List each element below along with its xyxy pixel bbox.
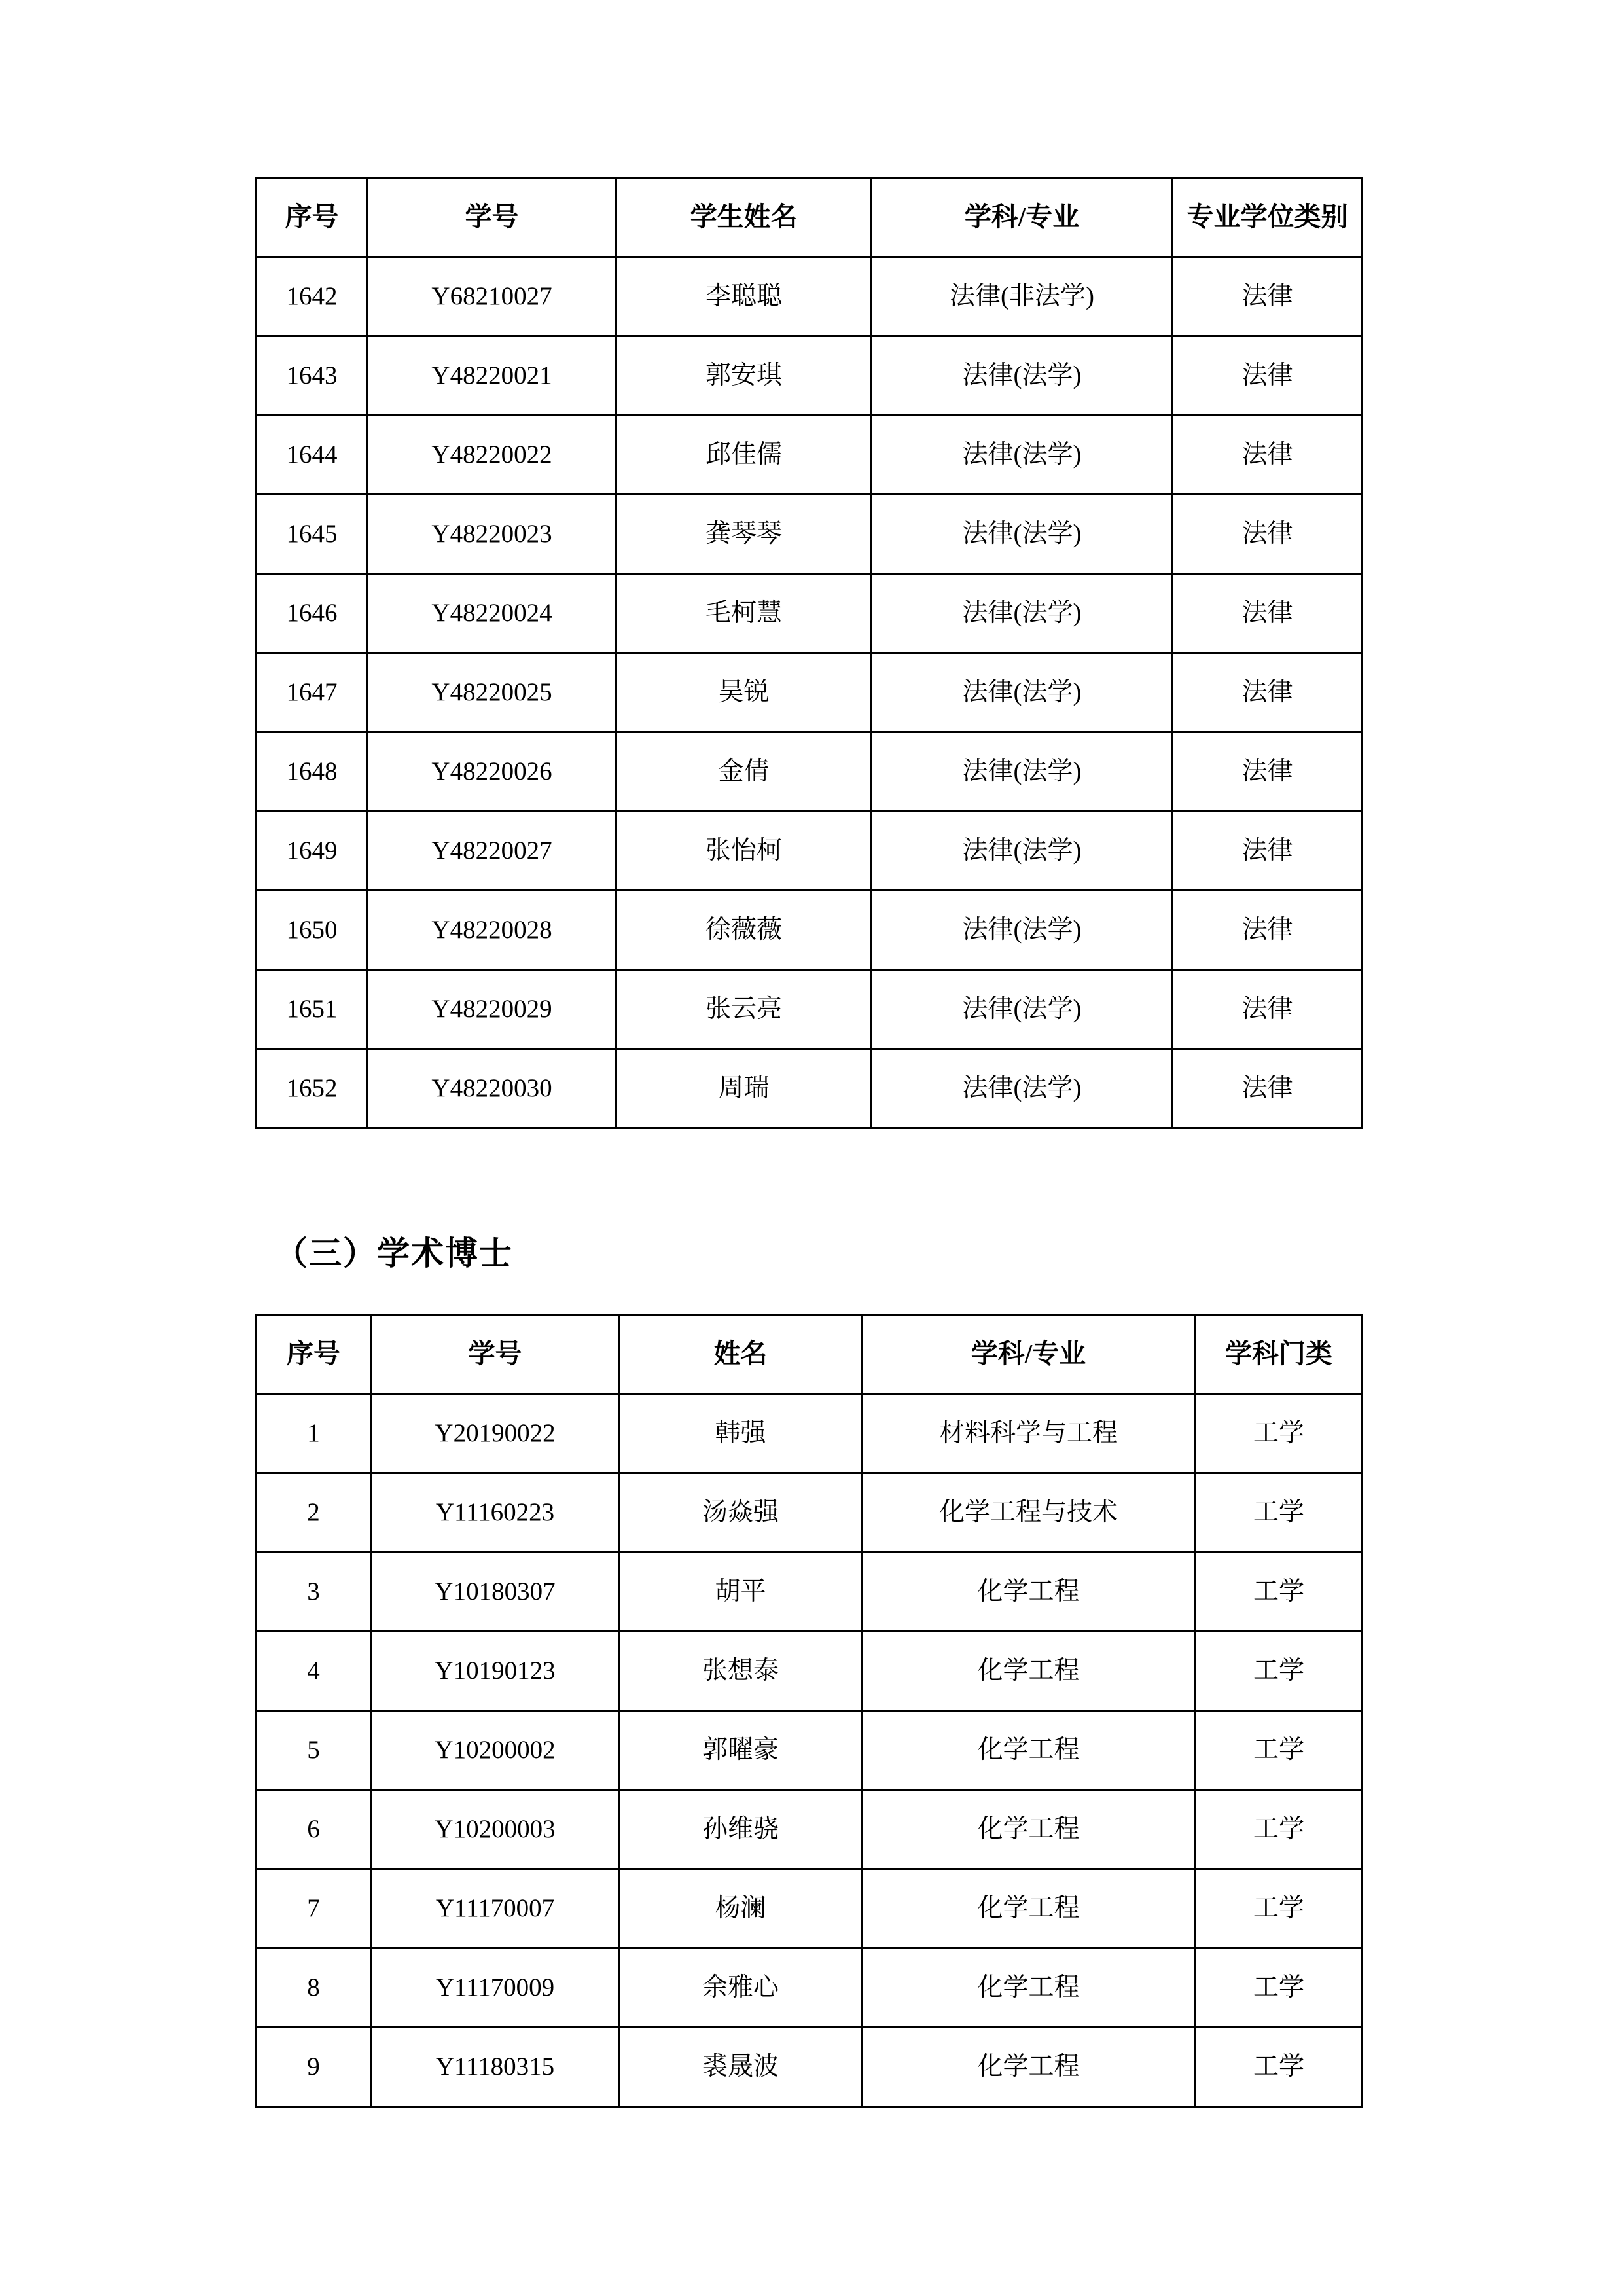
table-row — [257, 2028, 1363, 2107]
cell-discipline-category: 工学 — [1196, 1473, 1363, 1552]
cell-degree-category: 法律 — [1173, 812, 1363, 891]
cell-student-name: 邱佳儒 — [616, 416, 872, 495]
table-row — [257, 970, 1363, 1049]
cell-index: 1645 — [257, 495, 368, 574]
cell-name: 余雅心 — [620, 1948, 862, 2028]
cell-student-id: Y11160223 — [371, 1473, 620, 1552]
cell-discipline: 化学工程 — [862, 1790, 1196, 1869]
table-row — [257, 495, 1363, 574]
column-header-index: 序号 — [257, 178, 368, 257]
cell-name: 胡平 — [620, 1552, 862, 1632]
cell-student-name: 金倩 — [616, 732, 872, 812]
cell-student-name: 李聪聪 — [616, 257, 872, 336]
cell-discipline-category: 工学 — [1196, 1394, 1363, 1473]
cell-discipline: 化学工程 — [862, 1632, 1196, 1711]
table-row — [257, 732, 1363, 812]
cell-student-name: 龚琴琴 — [616, 495, 872, 574]
cell-student-id: Y48220025 — [368, 653, 616, 732]
cell-degree-category: 法律 — [1173, 732, 1363, 812]
cell-index: 1 — [257, 1394, 371, 1473]
cell-index: 4 — [257, 1632, 371, 1711]
cell-student-name: 张怡柯 — [616, 812, 872, 891]
cell-student-id: Y10180307 — [371, 1552, 620, 1632]
cell-name: 裘晟波 — [620, 2028, 862, 2107]
cell-discipline: 化学工程 — [862, 1948, 1196, 2028]
cell-name: 汤焱强 — [620, 1473, 862, 1552]
cell-index: 1647 — [257, 653, 368, 732]
cell-discipline: 法律(法学) — [872, 891, 1173, 970]
cell-degree-category: 法律 — [1173, 970, 1363, 1049]
cell-index: 1652 — [257, 1049, 368, 1128]
cell-student-name: 吴锐 — [616, 653, 872, 732]
cell-student-id: Y11180315 — [371, 2028, 620, 2107]
column-header-degree-category: 专业学位类别 — [1173, 178, 1363, 257]
cell-student-id: Y10200003 — [371, 1790, 620, 1869]
cell-discipline: 法律(法学) — [872, 495, 1173, 574]
cell-student-id: Y48220026 — [368, 732, 616, 812]
cell-degree-category: 法律 — [1173, 653, 1363, 732]
cell-index: 9 — [257, 2028, 371, 2107]
cell-discipline-category: 工学 — [1196, 1632, 1363, 1711]
table-row — [257, 1711, 1363, 1790]
cell-index: 3 — [257, 1552, 371, 1632]
cell-discipline: 法律(法学) — [872, 574, 1173, 653]
table-header-row — [257, 178, 1363, 257]
cell-index: 5 — [257, 1711, 371, 1790]
cell-discipline-category: 工学 — [1196, 1948, 1363, 2028]
table-row — [257, 1552, 1363, 1632]
cell-discipline-category: 工学 — [1196, 1790, 1363, 1869]
cell-index: 1643 — [257, 336, 368, 416]
cell-degree-category: 法律 — [1173, 495, 1363, 574]
cell-index: 2 — [257, 1473, 371, 1552]
cell-student-id: Y48220021 — [368, 336, 616, 416]
cell-discipline: 法律(法学) — [872, 1049, 1173, 1128]
cell-discipline: 材料科学与工程 — [862, 1394, 1196, 1473]
table-row — [257, 257, 1363, 336]
column-header-student-name: 学生姓名 — [616, 178, 872, 257]
cell-degree-category: 法律 — [1173, 257, 1363, 336]
table-row — [257, 1790, 1363, 1869]
table-row — [257, 1869, 1363, 1948]
cell-degree-category: 法律 — [1173, 336, 1363, 416]
cell-index: 8 — [257, 1948, 371, 2028]
column-header-discipline: 学科/专业 — [862, 1315, 1196, 1394]
cell-student-id: Y68210027 — [368, 257, 616, 336]
table-row — [257, 336, 1363, 416]
table-header-row — [257, 1315, 1363, 1394]
cell-discipline: 法律(法学) — [872, 732, 1173, 812]
cell-discipline: 化学工程 — [862, 1711, 1196, 1790]
cell-discipline-category: 工学 — [1196, 1869, 1363, 1948]
column-header-name: 姓名 — [620, 1315, 862, 1394]
table-row — [257, 416, 1363, 495]
cell-student-name: 郭安琪 — [616, 336, 872, 416]
table-row — [257, 812, 1363, 891]
cell-student-name: 周瑞 — [616, 1049, 872, 1128]
cell-student-id: Y48220029 — [368, 970, 616, 1049]
cell-discipline: 法律(法学) — [872, 416, 1173, 495]
column-header-student-id: 学号 — [371, 1315, 620, 1394]
cell-discipline-category: 工学 — [1196, 1552, 1363, 1632]
cell-index: 1644 — [257, 416, 368, 495]
cell-discipline: 法律(法学) — [872, 336, 1173, 416]
cell-discipline: 化学工程与技术 — [862, 1473, 1196, 1552]
academic-doctorate-table — [255, 1314, 1363, 2108]
cell-student-id: Y10190123 — [371, 1632, 620, 1711]
table-row — [257, 1948, 1363, 2028]
column-header-discipline: 学科/专业 — [872, 178, 1173, 257]
cell-student-id: Y20190022 — [371, 1394, 620, 1473]
cell-student-name: 徐薇薇 — [616, 891, 872, 970]
cell-degree-category: 法律 — [1173, 416, 1363, 495]
table-row — [257, 653, 1363, 732]
cell-student-id: Y48220024 — [368, 574, 616, 653]
column-header-discipline-category: 学科门类 — [1196, 1315, 1363, 1394]
cell-index: 6 — [257, 1790, 371, 1869]
masters-law-table — [255, 177, 1363, 1129]
cell-discipline: 化学工程 — [862, 1552, 1196, 1632]
cell-degree-category: 法律 — [1173, 891, 1363, 970]
cell-index: 1648 — [257, 732, 368, 812]
cell-discipline: 法律(法学) — [872, 812, 1173, 891]
cell-discipline: 法律(法学) — [872, 970, 1173, 1049]
cell-student-id: Y48220023 — [368, 495, 616, 574]
cell-student-name: 毛柯慧 — [616, 574, 872, 653]
cell-index: 1650 — [257, 891, 368, 970]
cell-name: 郭曜豪 — [620, 1711, 862, 1790]
table-row — [257, 1473, 1363, 1552]
table-row — [257, 574, 1363, 653]
cell-name: 韩强 — [620, 1394, 862, 1473]
cell-name: 杨澜 — [620, 1869, 862, 1948]
cell-index: 7 — [257, 1869, 371, 1948]
cell-student-id: Y11170007 — [371, 1869, 620, 1948]
table-row — [257, 1394, 1363, 1473]
cell-student-name: 张云亮 — [616, 970, 872, 1049]
cell-discipline: 化学工程 — [862, 1869, 1196, 1948]
cell-name: 张想泰 — [620, 1632, 862, 1711]
cell-student-id: Y48220028 — [368, 891, 616, 970]
cell-index: 1649 — [257, 812, 368, 891]
table-row — [257, 891, 1363, 970]
cell-degree-category: 法律 — [1173, 574, 1363, 653]
cell-student-id: Y10200002 — [371, 1711, 620, 1790]
cell-name: 孙维骁 — [620, 1790, 862, 1869]
cell-discipline-category: 工学 — [1196, 1711, 1363, 1790]
section-heading-academic-doctorate: （三）学术博士 — [275, 1235, 513, 1272]
cell-student-id: Y48220030 — [368, 1049, 616, 1128]
column-header-student-id: 学号 — [368, 178, 616, 257]
column-header-index: 序号 — [257, 1315, 371, 1394]
table-row — [257, 1632, 1363, 1711]
cell-student-id: Y48220027 — [368, 812, 616, 891]
table-row — [257, 1049, 1363, 1128]
cell-discipline: 化学工程 — [862, 2028, 1196, 2107]
cell-discipline: 法律(法学) — [872, 653, 1173, 732]
cell-index: 1642 — [257, 257, 368, 336]
cell-student-id: Y11170009 — [371, 1948, 620, 2028]
cell-degree-category: 法律 — [1173, 1049, 1363, 1128]
cell-index: 1646 — [257, 574, 368, 653]
cell-index: 1651 — [257, 970, 368, 1049]
cell-discipline-category: 工学 — [1196, 2028, 1363, 2107]
cell-student-id: Y48220022 — [368, 416, 616, 495]
cell-discipline: 法律(非法学) — [872, 257, 1173, 336]
